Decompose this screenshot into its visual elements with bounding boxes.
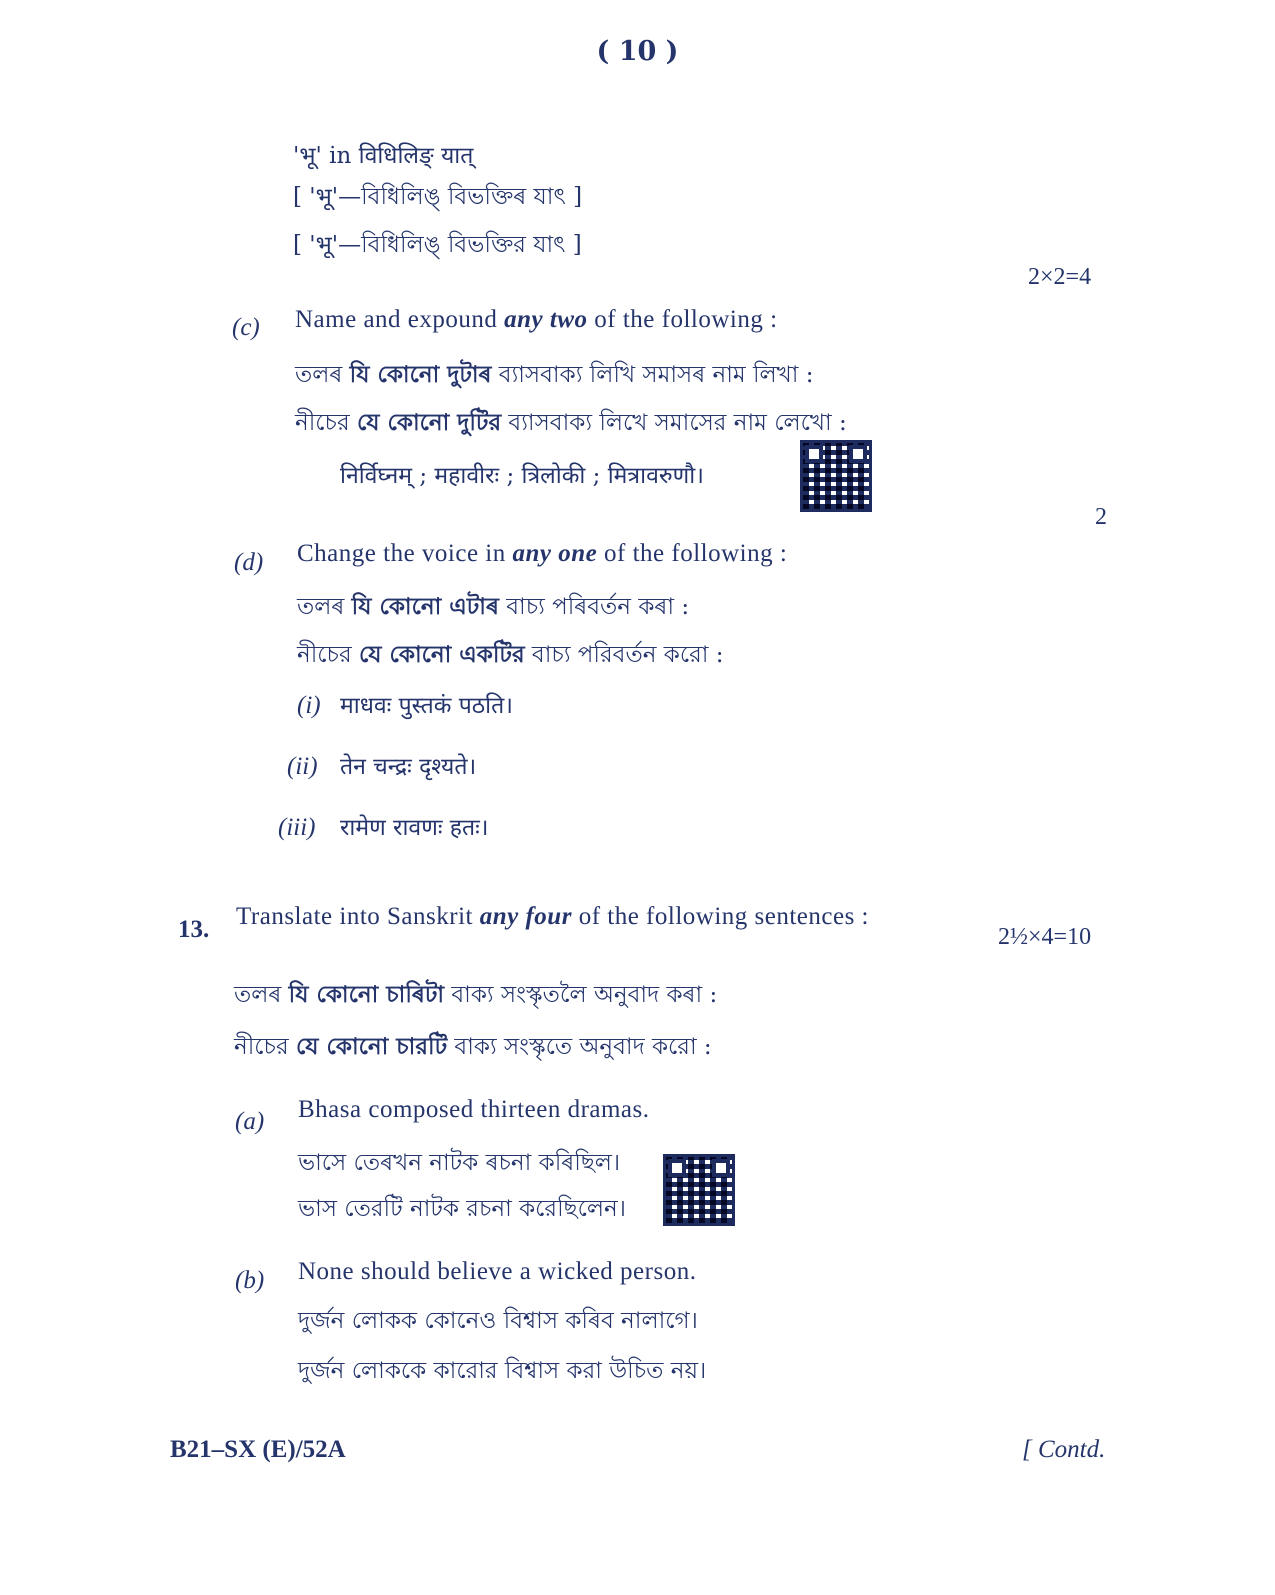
- q12d-sub-ii-label: (ii): [287, 753, 318, 780]
- q12d-sub-i-label: (i): [297, 692, 321, 719]
- qr-code-icon: [800, 440, 872, 512]
- q12d-assamese: [297, 588, 689, 627]
- q13-bn-pre: নীচের: [234, 1034, 296, 1060]
- q13-en-emphasis: any four: [479, 903, 572, 930]
- q13-as-post: বাক্য সংস্কৃতলৈ অনুবাদ কৰা :: [444, 982, 718, 1008]
- q12d-marks: 2: [1095, 504, 1107, 530]
- q13a-label: (a): [235, 1108, 265, 1135]
- continued-label: [ Contd.: [1022, 1436, 1106, 1463]
- paper-code: B21–SX (E)/52A: [170, 1436, 346, 1463]
- q12c-as-bold: যি কোনো দুটাৰ: [349, 361, 492, 388]
- q12c-en-pre: Name and expound: [295, 306, 505, 333]
- q12d-bengali: [297, 636, 723, 675]
- q12c-assamese: [295, 356, 814, 395]
- q12c-bn-post: ব্যাসবাক্য লিখে সমাসের নাম লেখো :: [501, 410, 847, 436]
- prev-line-1: 'भू' in विधिलिङ् यात्: [293, 143, 474, 169]
- q12d-label: (d): [234, 549, 264, 576]
- q13-as-pre: তলৰ: [234, 982, 289, 1008]
- q13-bn-post: বাক্য সংস্কৃতে অনুবাদ করো :: [447, 1034, 712, 1060]
- q13b-bengali: দুর্জন লোককে কারোর বিশ্বাস করা উচিত নয়।: [298, 1358, 707, 1384]
- q12c-as-pre: তলৰ: [295, 362, 350, 388]
- q13-bn-bold: যে কোনো চারটি: [295, 1033, 448, 1060]
- prev-line-3: [ 'भू'—বিধিলিঙ্ বিভক্তির যাৎ ]: [293, 232, 582, 258]
- q12c-as-post: ব্যাসবাক্য লিখি সমাসৰ নাম লিখা :: [491, 362, 814, 388]
- q13a-bengali: ভাস তেরটি নাটক রচনা করেছিলেন।: [298, 1196, 626, 1222]
- q12d-en-pre: Change the voice in: [297, 540, 513, 567]
- q13-bengali: [234, 1028, 712, 1067]
- q13-en-pre: Translate into Sanskrit: [236, 903, 480, 930]
- q12d-as-bold: যি কোনো এটাৰ: [351, 593, 499, 620]
- q12d-sub-iii-label: (iii): [278, 814, 316, 841]
- q12d-as-post: বাচ্য পৰিবৰ্তন কৰা :: [498, 594, 690, 620]
- q12d-sub-i-text: माधवः पुस्तकं पठति।: [340, 693, 513, 719]
- q13b-english: None should believe a wicked person.: [298, 1258, 697, 1285]
- q13-as-bold: যি কোনো চাৰিটা: [288, 981, 445, 1008]
- q12c-marks: 2×2=4: [1028, 264, 1092, 290]
- q12c-bn-bold: যে কোনো দুটির: [356, 409, 502, 436]
- q12d-english: [297, 540, 787, 568]
- q12c-en-post: of the following :: [587, 306, 778, 333]
- qr-code-icon: [663, 1154, 735, 1226]
- q13a-english: Bhasa composed thirteen dramas.: [298, 1096, 650, 1123]
- q13-en-post: of the following sentences :: [571, 903, 870, 930]
- q12d-bn-pre: নীচের: [297, 642, 359, 668]
- q13-number: 13.: [178, 916, 210, 943]
- q12d-bn-bold: যে কোনো একটির: [358, 641, 525, 668]
- q12d-as-pre: তলৰ: [297, 594, 352, 620]
- q13b-label: (b): [235, 1267, 265, 1294]
- q12d-en-post: of the following :: [597, 540, 788, 567]
- q12d-bn-post: বাচ্য পরিবর্তন করো :: [524, 642, 724, 668]
- q12d-sub-ii-text: तेन चन्द्रः दृश्यते।: [340, 754, 477, 780]
- q13-assamese: [234, 976, 717, 1015]
- prev-line-2: [ 'भू'—বিধিলিঙ্ বিভক্তিৰ যাৎ ]: [293, 184, 583, 210]
- q12c-bengali: [295, 404, 847, 443]
- q13b-assamese: দুৰ্জন লোকক কোনেও বিশ্বাস কৰিব নালাগে।: [298, 1308, 698, 1334]
- q12c-items: निर्विघ्नम् ; महावीरः ; त्रिलोकी ; मित्रावरुणौ।: [340, 463, 704, 489]
- q12c-english: [295, 306, 778, 334]
- q12c-label: (c): [232, 314, 260, 341]
- q13-english: [236, 903, 869, 931]
- q13-marks: 2½×4=10: [998, 924, 1092, 950]
- q12d-en-emphasis: any one: [512, 540, 598, 567]
- q12c-bn-pre: নীচের: [295, 410, 357, 436]
- q12c-en-emphasis: any two: [504, 306, 588, 333]
- page-number: ( 10 ): [596, 36, 679, 67]
- q13a-assamese: ভাসে তেৰখন নাটক ৰচনা কৰিছিল।: [298, 1150, 621, 1176]
- q12d-sub-iii-text: रामेण रावणः हतः।: [340, 815, 489, 841]
